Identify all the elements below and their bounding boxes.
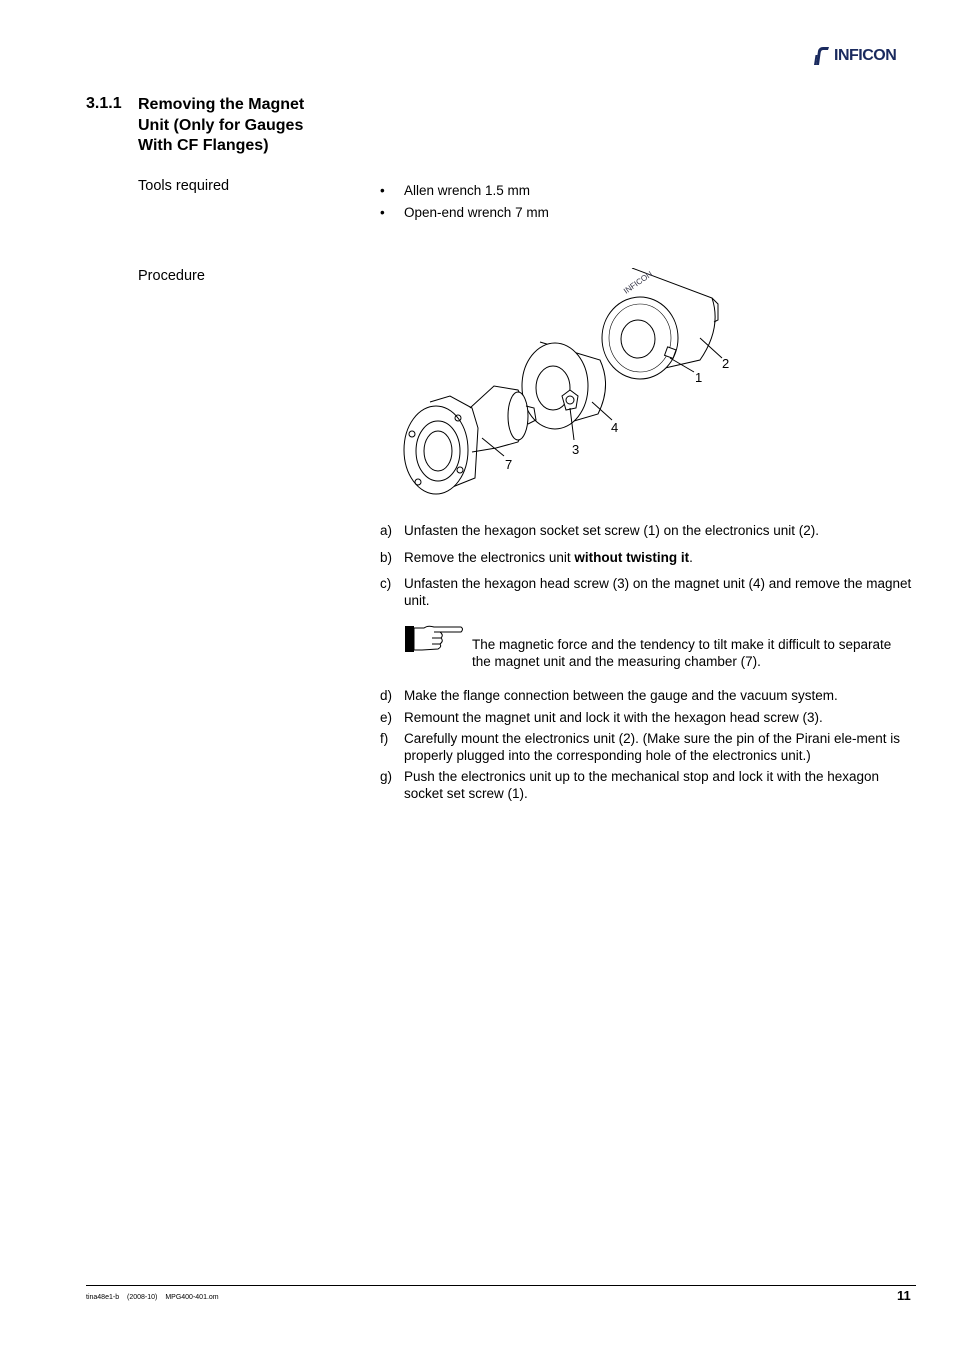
procedure-step (380, 550, 915, 567)
procedure-step (380, 769, 915, 802)
step-letter: b) (380, 549, 393, 565)
callout-7: 7 (505, 457, 513, 472)
step-text: Unfasten the hexagon head screw (3) on the magnet unit (4) and remove the magnet unit. (404, 576, 912, 608)
procedure-steps-2 (380, 688, 915, 802)
tool-item: • Open-end wrench 7 mm (380, 204, 549, 226)
procedure-step (380, 710, 915, 727)
step-letter: f) (380, 731, 389, 746)
gauge-exploded-view (400, 268, 740, 500)
procedure-steps-1 (380, 523, 915, 609)
step-text: Unfasten the hexagon socket set screw (1) on the electronics unit (2). (404, 523, 819, 538)
measuring-chamber-drawing (404, 386, 536, 494)
magnet-unit-drawing (522, 342, 606, 429)
pointing-hand-icon (404, 624, 464, 654)
inficon-logo-icon (812, 45, 832, 67)
tools-list (380, 182, 549, 226)
note-text: The magnetic force and the tendency to tilt make it difficult to separate the magnet unit and the measuring chamber (7). (472, 637, 892, 669)
electronics-unit-drawing (602, 268, 718, 379)
step-text: Make the flange connection between the gauge and the vacuum system. (404, 688, 838, 703)
footer-divider (86, 1285, 916, 1286)
callout-3: 3 (572, 442, 580, 457)
footer-doc-code: tina48e1-b (2008-10) MPG400-401.om (86, 1294, 219, 1301)
callout-1: 1 (695, 370, 703, 385)
tools-label: Tools required (138, 178, 230, 194)
step-text: Remove the electronics unit (404, 549, 575, 565)
step-letter: e) (380, 709, 393, 725)
step-text: Push the electronics unit up to the mechanical stop and lock it with the hexagon socket set screw (1). (404, 769, 880, 801)
step-letter: c) (380, 576, 392, 591)
procedure-step (380, 576, 915, 609)
step-text: Remount the magnet unit and lock it with the hexagon head screw (3). (404, 709, 823, 725)
procedure-label: Procedure (138, 268, 205, 284)
procedure-step (380, 688, 915, 705)
step-letter: d) (380, 688, 393, 703)
step-text: . (689, 549, 693, 565)
callout-4: 4 (611, 420, 619, 435)
step-text: Carefully mount the electronics unit (2). (Make sure the pin of the Pirani ele-ment is properly plugged into the corresponding hole of the electronics unit.) (404, 731, 900, 763)
device-brand-mark: INFICON (621, 269, 655, 296)
step-letter: g) (380, 769, 393, 784)
step-letter: a) (380, 523, 393, 538)
brand-name: INFICON (834, 47, 897, 64)
callout-2: 2 (722, 356, 730, 371)
step-text-emphasis: without twisting it (574, 549, 690, 565)
section-number: 3.1.1 (86, 95, 122, 112)
procedure-step (380, 731, 915, 764)
page-number: 11 (897, 1288, 911, 1303)
tool-item: • Allen wrench 1.5 mm (380, 182, 549, 204)
section-title: Removing the Magnet Unit (Only for Gauges With CF Flanges) (138, 96, 305, 154)
procedure-step (380, 523, 915, 540)
inficon-logo (812, 44, 916, 68)
